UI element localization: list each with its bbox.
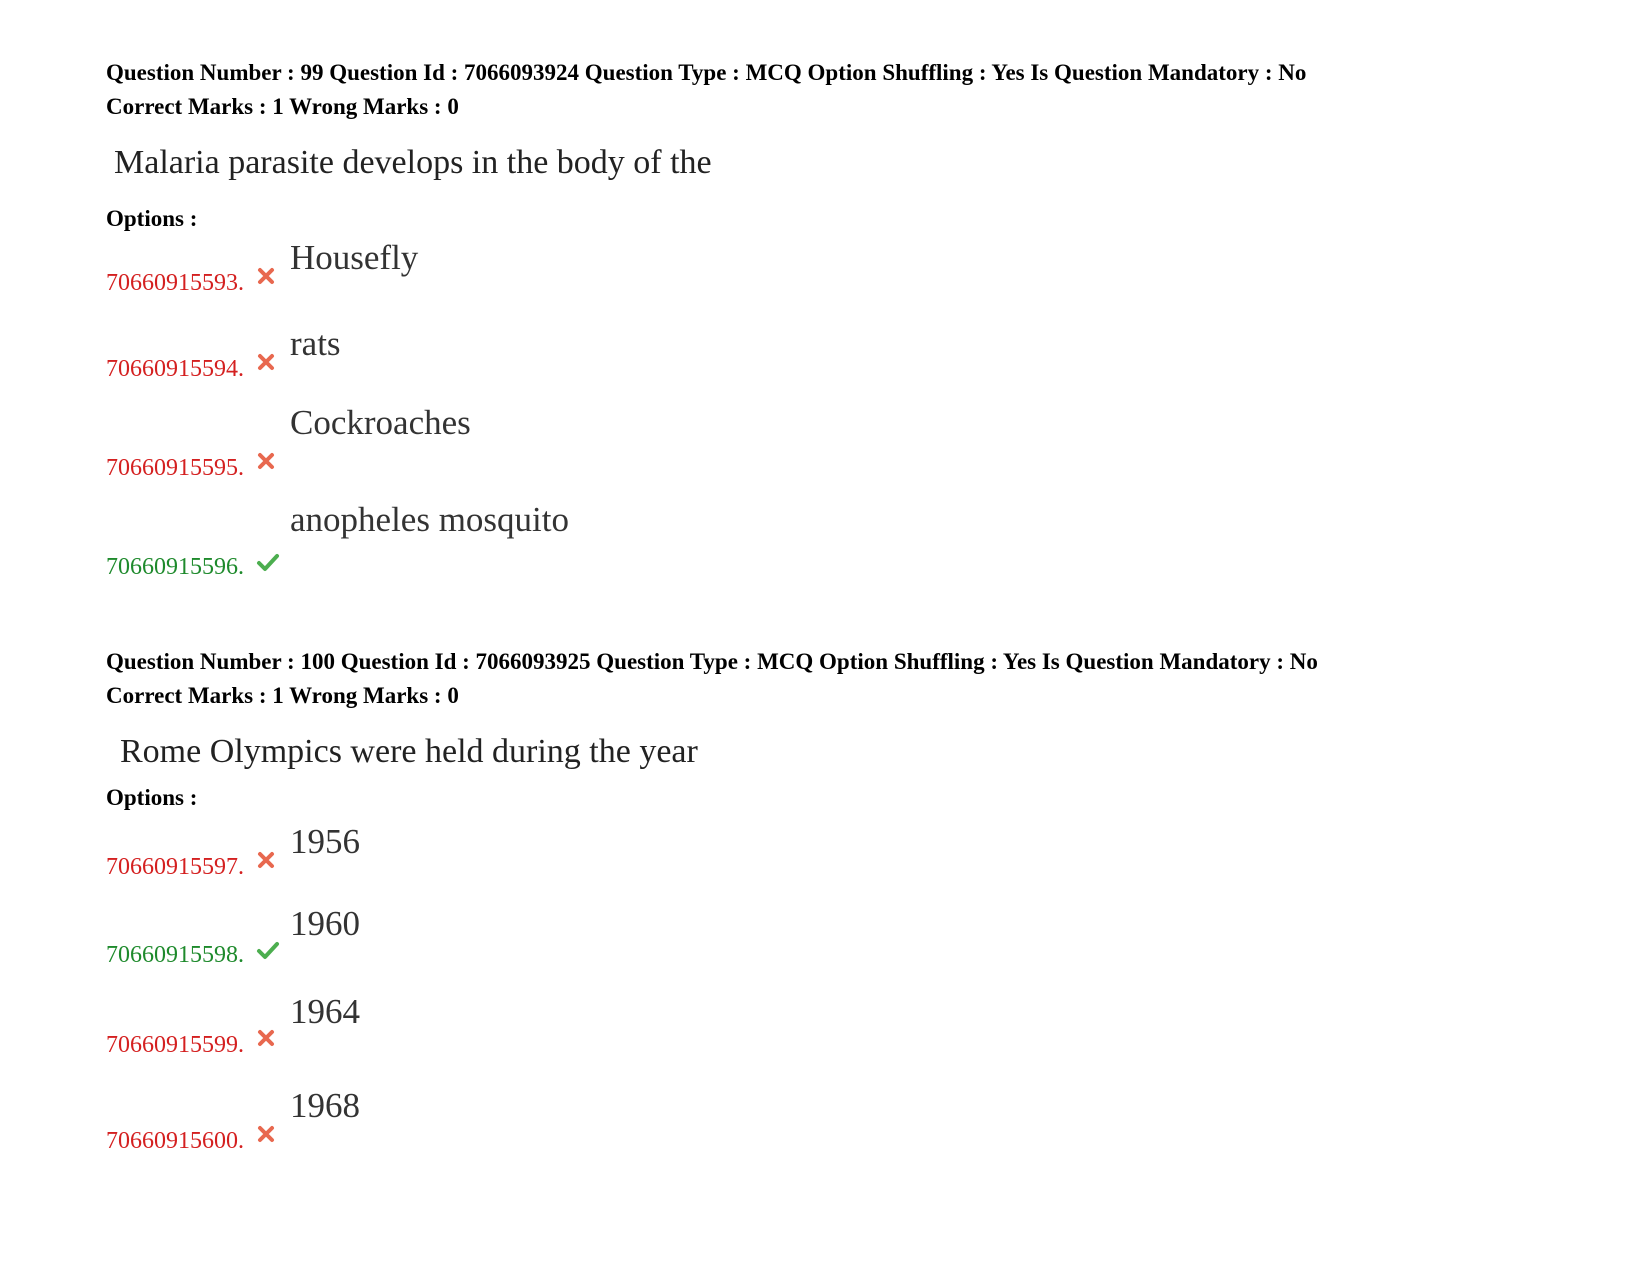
option-id: 70660915594. [106, 356, 244, 382]
option-text: Housefly [290, 238, 419, 277]
option-text: Cockroaches [290, 403, 471, 442]
marks-line: Correct Marks : 1 Wrong Marks : 0 [106, 683, 459, 708]
option-text: rats [290, 324, 341, 363]
options-label: Options : [106, 785, 198, 810]
cross-icon [256, 1028, 276, 1048]
option-text: 1968 [290, 1086, 360, 1125]
option-item [106, 238, 1006, 298]
option-item [106, 1086, 1006, 1156]
check-icon [256, 552, 280, 572]
option-id: 70660915595. [106, 455, 244, 481]
cross-icon [256, 266, 276, 286]
option-item [106, 992, 1006, 1060]
question-block [106, 56, 1586, 236]
option-item [106, 500, 1006, 582]
options-list [106, 238, 1586, 598]
question-block [106, 645, 1586, 815]
question-header: Question Number : 99 Question Id : 7066093924 Question Type : MCQ Option Shuffling : Yes Is Question Mandatory : No [106, 60, 1307, 85]
cross-icon [256, 1124, 276, 1144]
options-label: Options : [106, 206, 198, 231]
option-text: 1964 [290, 992, 360, 1031]
option-text: 1956 [290, 822, 360, 861]
cross-icon [256, 850, 276, 870]
check-icon [256, 940, 280, 960]
cross-icon [256, 451, 276, 471]
option-text: anopheles mosquito [290, 500, 569, 539]
options-list [106, 822, 1586, 1162]
option-id: 70660915593. [106, 270, 244, 296]
cross-icon [256, 352, 276, 372]
option-text: 1960 [290, 904, 360, 943]
question-text: Malaria parasite develops in the body of the [114, 144, 712, 181]
option-id: 70660915596. [106, 554, 244, 580]
question-header: Question Number : 100 Question Id : 7066093925 Question Type : MCQ Option Shuffling : Yes Is Question Mandatory : No [106, 649, 1318, 674]
question-text: Rome Olympics were held during the year [120, 733, 698, 770]
marks-line: Correct Marks : 1 Wrong Marks : 0 [106, 94, 459, 119]
option-id: 70660915597. [106, 854, 244, 880]
option-id: 70660915599. [106, 1032, 244, 1058]
option-item [106, 904, 1006, 970]
option-id: 70660915600. [106, 1128, 244, 1154]
option-item [106, 822, 1006, 882]
option-item [106, 324, 1006, 384]
option-id: 70660915598. [106, 942, 244, 968]
option-item [106, 403, 1006, 483]
